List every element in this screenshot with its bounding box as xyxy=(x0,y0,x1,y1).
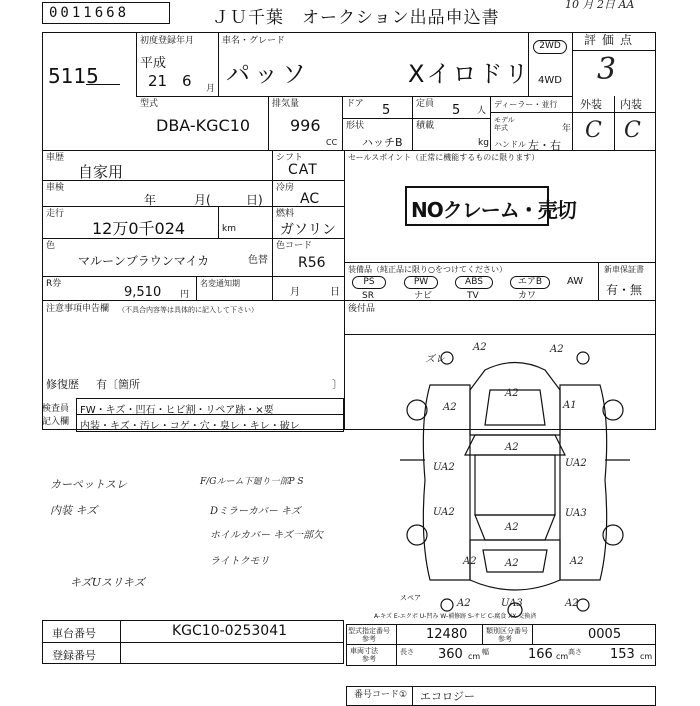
model-type-label: 型式 xyxy=(140,99,159,109)
spare-label: スペア xyxy=(400,594,421,602)
type-designation-label: 型式指定番号 xyxy=(348,627,390,635)
color-label: 色 xyxy=(46,241,56,251)
load-label: 積載 xyxy=(416,121,435,131)
capacity: 5 xyxy=(452,103,461,118)
height-label: 高さ xyxy=(568,648,582,656)
chassis-number: KGC10-0253041 xyxy=(172,623,288,639)
form-title: ＪＵ千葉 オークション出品申込書 xyxy=(212,8,500,28)
displacement-label: 排気量 xyxy=(272,99,300,109)
aircon-label: 冷房 xyxy=(276,183,295,193)
color-code: R56 xyxy=(298,255,326,271)
width-unit: cm xyxy=(556,652,569,661)
mileage-label: 走行 xyxy=(46,209,65,219)
equip-sr: SR xyxy=(362,291,374,301)
repair-label: 修復歴 xyxy=(46,378,79,391)
equipment-label: 装備品（純正品に限り○をつけてください） xyxy=(348,265,507,274)
note-right-1: F/Gルーム下廻り一部P S xyxy=(200,477,304,487)
inspector-label-2: 記入欄 xyxy=(42,417,70,427)
mark-left-ua2: UA2 xyxy=(433,462,455,473)
mark-hood-a2: A2 xyxy=(505,388,519,399)
inspection-month-unit: 月( xyxy=(194,193,211,207)
note-right-3: ホイルカバー キズ一部欠 xyxy=(210,530,323,541)
chassis-label: 車台番号 xyxy=(52,627,96,640)
repair-value: 有〔箇所 xyxy=(96,378,140,391)
equip-aw: AW xyxy=(567,276,584,287)
notes-label: 注意事項申告欄 xyxy=(46,304,110,314)
no-claim-stamp xyxy=(405,186,576,226)
class-number: 0005 xyxy=(588,627,622,642)
mark-bottom-a2-b: A2 xyxy=(565,598,579,609)
int-label: 内装 xyxy=(620,98,642,111)
equip-abs: ABS xyxy=(455,276,493,289)
first-reg-year: 21 xyxy=(148,72,168,90)
registration-label: 登録番号 xyxy=(52,649,96,662)
width-label: 幅 xyxy=(482,648,489,656)
handle: 左・右 xyxy=(528,139,561,152)
shift-label: シフト xyxy=(276,153,304,163)
serial-number: 0011668 xyxy=(49,5,130,21)
equip-navi: ナビ xyxy=(414,291,433,301)
model-type: DBA-KGC10 xyxy=(156,116,251,135)
note-interior: 内装 キズ xyxy=(50,504,98,517)
note-carpet: カーペットスレ xyxy=(50,478,127,491)
name-change-label: 名変通知期 xyxy=(200,279,240,288)
color: マルーンブラウンマイカ xyxy=(78,254,210,268)
inspector-row-2: 内装・キズ・汚レ・コゲ・穴・臭レ・キレ・破レ xyxy=(80,421,300,432)
capacity-label: 定員 xyxy=(416,99,435,109)
mark-rear-right-a2: A2 xyxy=(570,556,584,567)
model-year-label: モデル 年式 xyxy=(494,116,515,132)
warranty-label: 新車保証書 xyxy=(604,265,644,274)
equip-ps: PS xyxy=(352,276,386,289)
length: 360 xyxy=(438,647,463,662)
damage-legend: A-キズ E-エクボ U-凹み W-補修跡 S-サビ C-腐食 XX-交換済 xyxy=(374,613,537,620)
length-unit: cm xyxy=(468,652,481,661)
color-code-label: 色コード xyxy=(276,241,313,251)
doors-label: ドア xyxy=(346,99,364,109)
mileage-unit: km xyxy=(222,224,236,234)
mark-a1: A1 xyxy=(563,400,577,411)
lot-number: 5115 xyxy=(48,64,99,88)
fuel: ガソリン xyxy=(280,222,336,238)
capacity-unit: 人 xyxy=(477,106,487,116)
note-right-2: Dミラーカバー キズ xyxy=(210,506,301,517)
load-unit: kg xyxy=(478,138,489,148)
first-reg-month: 6 xyxy=(182,72,192,90)
name-change-day: 日 xyxy=(330,287,340,298)
dimensions-sub: 参考 xyxy=(362,655,376,663)
mark-front-a2: A2 xyxy=(505,442,519,453)
displacement: 996 xyxy=(290,116,321,135)
equip-pw: PW xyxy=(404,276,438,289)
height: 153 xyxy=(610,647,635,662)
shape-label: 形状 xyxy=(346,121,365,131)
warranty: 有・無 xyxy=(606,283,643,297)
history: 自家用 xyxy=(78,163,124,181)
mark-top-a2: A2 xyxy=(473,342,487,353)
fuel-label: 燃料 xyxy=(276,209,295,219)
footer-label: 番号コード① xyxy=(354,690,408,700)
inspection-day-unit: 日) xyxy=(246,193,263,207)
recycle-label: R券 xyxy=(46,279,62,289)
mark-right-ua3: UA3 xyxy=(565,508,587,519)
history-label: 車歴 xyxy=(46,153,65,163)
car-diagram xyxy=(395,340,635,620)
mark-bottom-ua3: UA3 xyxy=(501,598,523,609)
mileage: 12万0千024 xyxy=(92,219,186,238)
ext-grade: C xyxy=(585,118,602,143)
recycle-unit: 円 xyxy=(180,290,190,300)
type-designation: 12480 xyxy=(426,627,468,642)
class-number-sub: 参考 xyxy=(498,635,512,643)
recycle-fee: 9,510 xyxy=(124,285,162,300)
int-grade: C xyxy=(624,118,641,143)
sales-point-label: セールスポイント（正常に機能するものに限ります） xyxy=(348,153,540,162)
first-reg-label: 初度登録年月 xyxy=(140,36,195,46)
car-grade: Xイロドリ xyxy=(408,60,531,88)
type-designation-sub: 参考 xyxy=(362,635,376,643)
after-parts-label: 後付品 xyxy=(348,304,376,314)
mark-zure: ズレ xyxy=(425,354,445,365)
mark-bottom-a2: A2 xyxy=(457,598,471,609)
equip-leather: カワ xyxy=(518,291,537,301)
drive-2wd: 2WD xyxy=(533,40,567,54)
note-scratches: キズUスリキズ xyxy=(70,576,145,589)
height-unit: cm xyxy=(640,652,653,661)
car-name-label: 車名・グレード xyxy=(222,36,286,46)
notes-sub: （不具合内容等は具体的に記入して下さい） xyxy=(118,306,258,314)
score-label: 評価点 xyxy=(584,33,639,47)
doors: 5 xyxy=(382,103,391,118)
shift: CAT xyxy=(288,162,318,178)
dimensions-label: 車両寸法 xyxy=(350,647,378,655)
equip-airbag: エアB xyxy=(510,276,550,289)
drive-4wd: 4WD xyxy=(538,75,562,86)
date-scrawl: 10 月 2日 AA xyxy=(565,0,635,11)
ext-label: 外装 xyxy=(580,98,602,111)
displacement-unit: CC xyxy=(326,138,338,147)
width: 166 xyxy=(528,647,553,662)
first-reg-month-unit: 月 xyxy=(206,84,216,94)
score-value: 3 xyxy=(597,52,617,87)
color-change-label: 色替 xyxy=(248,255,268,266)
shape: ハッチB xyxy=(362,136,403,149)
aircon: AC xyxy=(300,191,320,207)
serial-number-box xyxy=(42,2,170,24)
dealer-label: ディーラー・並行 xyxy=(494,100,558,109)
note-right-4: ライトクモリ xyxy=(210,556,270,567)
model-year-unit: 年 xyxy=(562,124,572,134)
equip-tv: TV xyxy=(467,291,479,301)
mark-roof-a2: A2 xyxy=(505,522,519,533)
name-change-month: 月 xyxy=(290,287,300,298)
inspector-label-1: 検査員 xyxy=(42,404,70,414)
repair-close: 〕 xyxy=(332,378,343,391)
mark-left-ua2-b: UA2 xyxy=(433,507,455,518)
no-claim-stamp-text: NOクレーム・売切 xyxy=(411,198,576,222)
mark-left-a2: A2 xyxy=(443,402,457,413)
mark-rear-left-a2: A2 xyxy=(463,556,477,567)
class-number-label: 類別区分番号 xyxy=(486,627,528,635)
car-name: パッソ xyxy=(226,60,310,88)
mark-rear-a2: A2 xyxy=(505,558,519,569)
inspection-year-unit: 年 xyxy=(144,193,157,207)
inspector-row-1: FW・キズ・凹石・ヒビ割・リペア跡・×要 xyxy=(80,405,274,416)
inspection-label: 車検 xyxy=(46,183,65,193)
length-label: 長さ xyxy=(400,648,414,656)
first-reg-era: 平成 xyxy=(140,56,167,71)
mark-right-ua2: UA2 xyxy=(565,458,587,469)
handle-label: ハンドル xyxy=(494,140,526,149)
footer-value: エコロジー xyxy=(420,690,475,703)
mark-top-a2-b: A2 xyxy=(550,344,564,355)
